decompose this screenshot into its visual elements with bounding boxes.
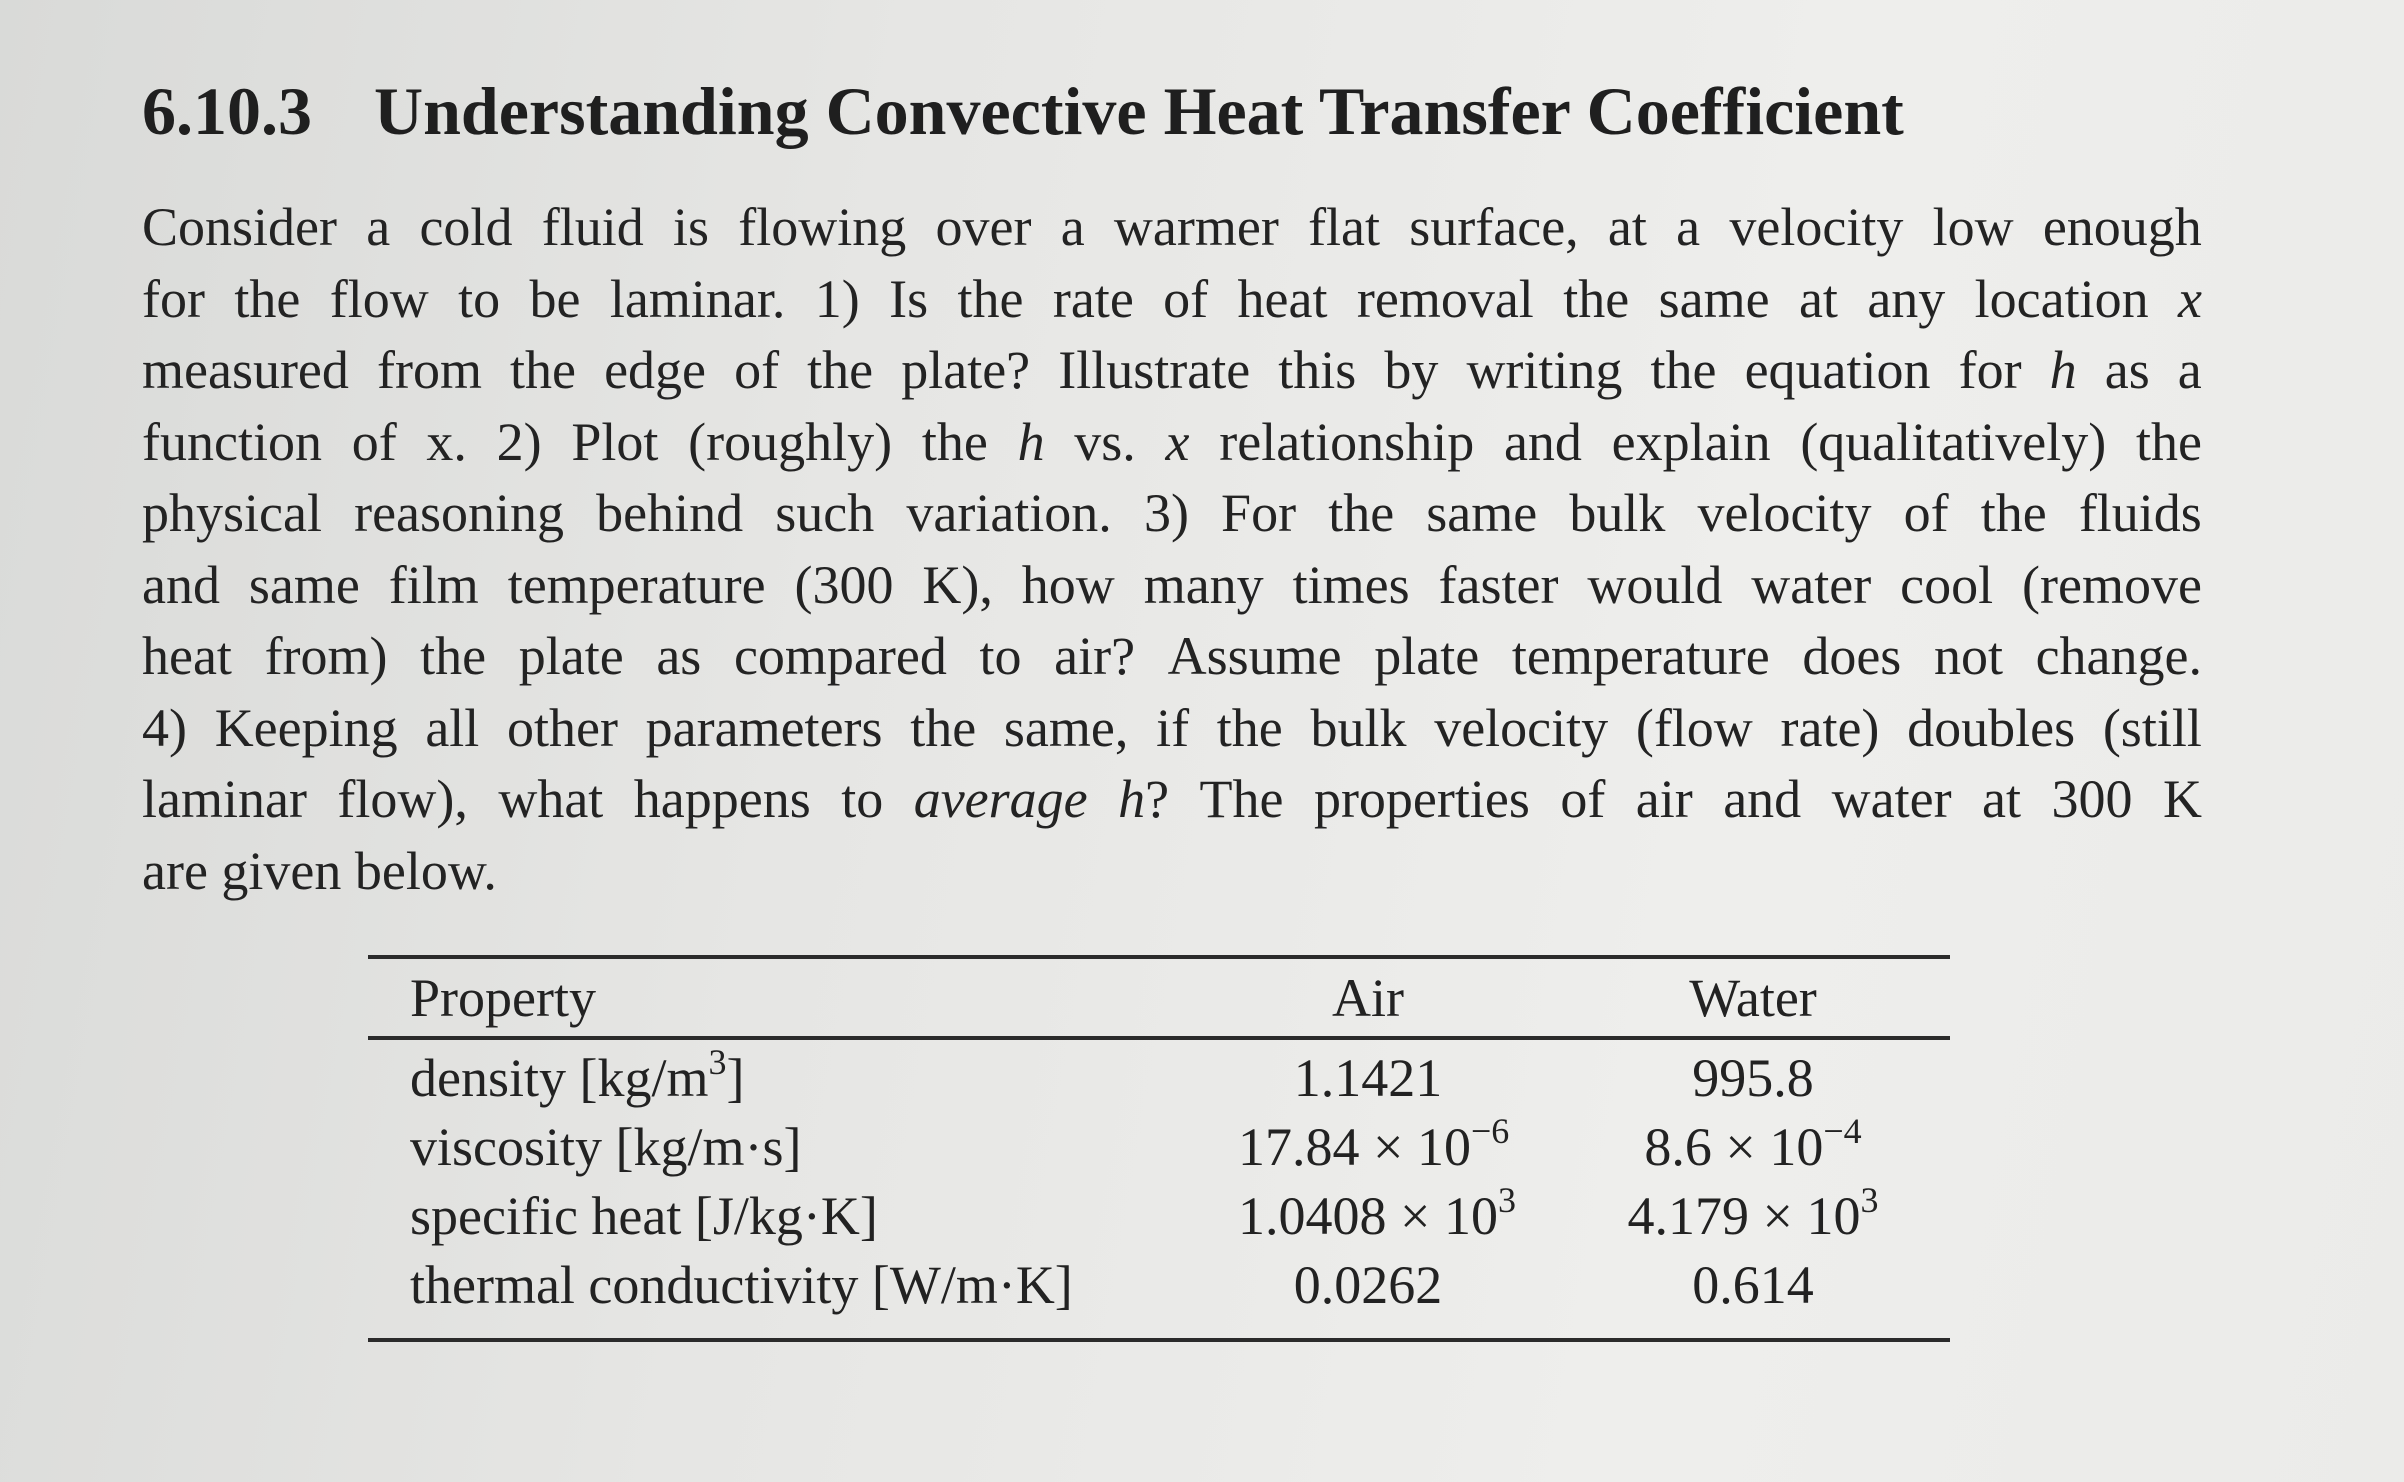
- word: fluids: [2078, 483, 2202, 543]
- water-value: $8.6 \times 10^{-4}$: [1644, 1111, 1862, 1177]
- word: 1): [814, 268, 860, 329]
- paragraph-line: [142, 693, 2202, 765]
- word: rate): [1780, 697, 1880, 758]
- table-row-density: [368, 1043, 1950, 1113]
- word: temperature: [507, 554, 766, 615]
- word: 2): [496, 411, 542, 472]
- word: faster: [1438, 554, 1559, 615]
- word: to: [841, 769, 884, 829]
- word: bulk: [1569, 483, 1666, 543]
- word: the: [420, 626, 487, 686]
- word: 300: [2051, 769, 2133, 829]
- table-header-rule: [368, 1036, 1950, 1040]
- paragraph-line: [142, 192, 2202, 264]
- word: heat: [1237, 268, 1328, 329]
- word: the: [957, 268, 1024, 329]
- word: film: [388, 554, 479, 615]
- word: air: [1635, 769, 1693, 829]
- word: reasoning: [354, 483, 565, 543]
- word: how: [1021, 554, 1115, 615]
- word: at: [1607, 197, 1647, 257]
- word: would: [1587, 554, 1723, 615]
- word: by: [1384, 340, 1439, 400]
- word: (remove: [2022, 554, 2202, 615]
- word: plate: [518, 626, 624, 686]
- word: Assume: [1167, 626, 1342, 686]
- word: from): [264, 626, 388, 686]
- word: surface,: [1409, 197, 1579, 257]
- word: temperature: [1511, 626, 1770, 686]
- property-cell: specific heat [J/kg·K]: [410, 1186, 878, 1246]
- word: removal: [1356, 268, 1534, 329]
- word: laminar.: [609, 268, 786, 329]
- word: Illustrate: [1058, 340, 1251, 400]
- word: edge: [604, 340, 707, 400]
- word: (flow: [1635, 697, 1753, 758]
- word: For: [1221, 483, 1297, 543]
- word: happens: [633, 769, 811, 829]
- word: this: [1278, 340, 1357, 400]
- section-heading: [142, 72, 1904, 151]
- word: parameters: [645, 697, 883, 758]
- word: velocity: [1697, 483, 1872, 543]
- word: water: [1831, 769, 1952, 829]
- word: flow: [329, 268, 429, 329]
- table-top-rule: [368, 955, 1950, 959]
- paragraph-line: [142, 478, 2202, 550]
- word: laminar: [142, 769, 307, 829]
- word: same: [248, 554, 360, 615]
- word: relationship: [1219, 411, 1475, 472]
- word: at: [1982, 769, 2022, 829]
- word: what: [498, 769, 604, 829]
- word: rate: [1052, 268, 1134, 329]
- word: 3): [1143, 483, 1189, 543]
- word: location: [1974, 268, 2149, 329]
- word: function: [142, 411, 322, 472]
- word: of: [1560, 769, 1606, 829]
- word: many: [1143, 554, 1264, 615]
- word: a: [2177, 340, 2202, 400]
- word: times: [1292, 554, 1410, 615]
- word: measured: [142, 340, 349, 400]
- word: flat: [1308, 197, 1381, 257]
- word: of: [734, 340, 780, 400]
- word: (300: [794, 554, 894, 615]
- word: the: [1980, 483, 2047, 543]
- paragraph-line: [142, 550, 2202, 622]
- table-bottom-rule: [368, 1338, 1950, 1342]
- word: h: [2049, 340, 2077, 400]
- paragraph-line: [142, 621, 2202, 693]
- word: all: [425, 697, 480, 758]
- word: (roughly): [688, 411, 893, 472]
- word: of: [1163, 268, 1209, 329]
- paragraph-line: [142, 836, 2202, 908]
- word: flowing: [738, 197, 907, 257]
- word: over: [935, 197, 1032, 257]
- word: change.: [2035, 626, 2202, 686]
- word: plate?: [901, 340, 1031, 400]
- word: K: [2162, 769, 2202, 829]
- word: explain: [1611, 411, 1771, 472]
- word: does: [1802, 626, 1902, 686]
- word: (qualitatively): [1800, 411, 2107, 472]
- air-value: 0.0262: [1293, 1255, 1443, 1315]
- word: water: [1751, 554, 1872, 615]
- word: physical: [142, 483, 322, 543]
- property-cell: viscosity [kg/m·s]: [410, 1117, 802, 1177]
- paragraph-line: [142, 764, 2202, 836]
- word: cold: [419, 197, 513, 257]
- word: cool: [1900, 554, 1994, 615]
- word: equation: [1744, 340, 1931, 400]
- paragraph-line: [142, 264, 2202, 336]
- word: of: [1903, 483, 1949, 543]
- word: vs.: [1074, 411, 1136, 472]
- word: if: [1156, 697, 1190, 758]
- word: the: [807, 340, 874, 400]
- word: writing: [1466, 340, 1623, 400]
- word: given: [221, 840, 342, 901]
- word: the: [234, 268, 301, 329]
- word: (still: [2102, 697, 2202, 758]
- word: properties: [1313, 769, 1530, 829]
- word: 4): [142, 697, 187, 758]
- water-value: $4.179 \times 10^3$: [1627, 1180, 1879, 1246]
- word: to: [458, 268, 501, 329]
- water-value: 995.8: [1692, 1048, 1814, 1108]
- word: doubles: [1907, 697, 2076, 758]
- word: Keeping: [214, 697, 398, 758]
- word: heat: [142, 626, 232, 686]
- word: the: [510, 340, 577, 400]
- word: be: [529, 268, 581, 329]
- word: the: [1563, 268, 1630, 329]
- word: average: [913, 769, 1088, 829]
- word: flow),: [337, 769, 468, 829]
- property-cell: density $[kg/m^3]$: [410, 1042, 745, 1108]
- word: and: [1503, 411, 1582, 472]
- word: warmer: [1113, 197, 1279, 257]
- word: air?: [1054, 626, 1136, 686]
- word: any: [1867, 268, 1946, 329]
- air-value: 1.1421: [1293, 1048, 1443, 1108]
- table-header-row: [368, 963, 1950, 1033]
- word: same: [1426, 483, 1538, 543]
- word: the: [1328, 483, 1395, 543]
- word: the: [921, 411, 988, 472]
- word: as: [656, 626, 702, 686]
- word: K),: [922, 554, 993, 615]
- word: Is: [889, 268, 929, 329]
- air-value: $17.84 \times 10^{-6}$: [1238, 1111, 1510, 1177]
- word: x: [2178, 268, 2202, 329]
- header-water: Water: [1689, 968, 1817, 1028]
- header-air: Air: [1332, 968, 1404, 1028]
- word: the: [1650, 340, 1717, 400]
- word: a: [1060, 197, 1085, 257]
- air-value: $1.0408 \times 10^3$: [1238, 1180, 1516, 1246]
- problem-paragraph: [142, 192, 2202, 907]
- word: fluid: [541, 197, 644, 257]
- word: low: [1932, 197, 2014, 257]
- word: behind: [596, 483, 744, 543]
- word: the: [2135, 411, 2202, 472]
- word: velocity: [1729, 197, 1904, 257]
- word: as: [2104, 340, 2150, 400]
- section-title: Understanding Convective Heat Transfer Coefficient: [374, 73, 1904, 149]
- word: the: [910, 697, 977, 758]
- word: variation.: [906, 483, 1112, 543]
- word: Consider: [142, 197, 337, 257]
- word: Plot: [571, 411, 659, 472]
- word: x: [1165, 411, 1190, 472]
- word: such: [775, 483, 875, 543]
- paragraph-line: [142, 335, 2202, 407]
- word: are: [142, 840, 208, 901]
- word: a: [1676, 197, 1701, 257]
- word: The: [1199, 769, 1284, 829]
- table-row-viscosity: [368, 1112, 1950, 1182]
- word: bulk: [1310, 697, 1407, 758]
- word: to: [979, 626, 1022, 686]
- header-property: Property: [410, 968, 596, 1028]
- word: other: [507, 697, 618, 758]
- word: and: [142, 554, 220, 615]
- section-number: 6.10.3: [142, 73, 312, 149]
- word: a: [366, 197, 391, 257]
- word: same: [1658, 268, 1770, 329]
- word: at: [1798, 268, 1838, 329]
- word: h?: [1118, 769, 1170, 829]
- word: not: [1933, 626, 2003, 686]
- word: and: [1723, 769, 1802, 829]
- word: is: [672, 197, 709, 257]
- word: enough: [2042, 197, 2202, 257]
- word: x.: [426, 411, 467, 472]
- word: velocity: [1434, 697, 1609, 758]
- word: for: [1958, 340, 2022, 400]
- word: the: [1216, 697, 1283, 758]
- word: for: [142, 268, 205, 329]
- word: from: [376, 340, 482, 400]
- water-value: 0.614: [1692, 1255, 1814, 1315]
- table-row-specific-heat: [368, 1181, 1950, 1251]
- word: compared: [733, 626, 947, 686]
- word: of: [351, 411, 397, 472]
- paragraph-line: [142, 407, 2202, 479]
- word: h: [1017, 411, 1045, 472]
- word: plate: [1374, 626, 1480, 686]
- word: same,: [1003, 697, 1129, 758]
- table-row-thermal-conductivity: [368, 1250, 1950, 1320]
- property-cell: thermal conductivity [W/m·K]: [410, 1255, 1073, 1315]
- word: below.: [354, 840, 497, 901]
